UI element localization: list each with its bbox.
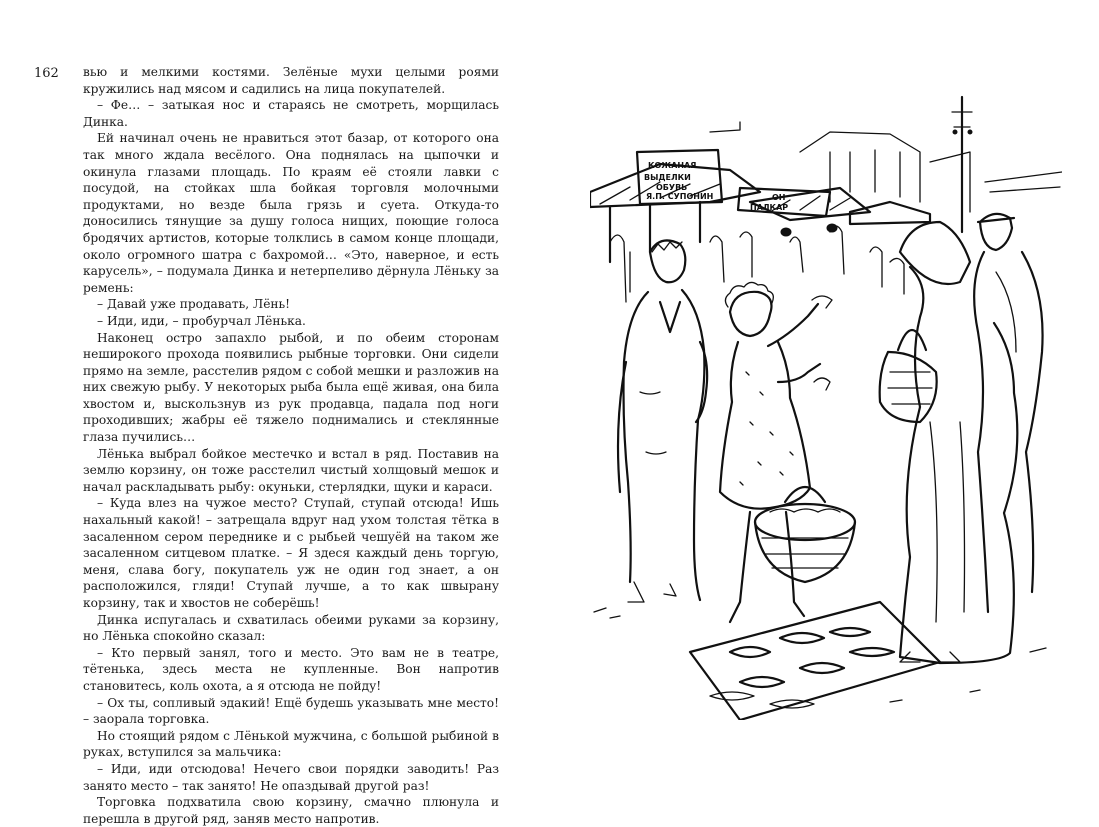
market-illustration [590, 92, 1062, 720]
paragraph: Динка испугалась и схватилась обеими руками за корзину, но Лёнька спокойно сказал: [83, 612, 499, 644]
sign-line-2: ВЫДЕЛКИ [644, 173, 691, 182]
paragraph: – Ох ты, сопливый эдакий! Ещё будешь указывать мне место! – заорала торговка. [83, 695, 499, 727]
paragraph: Ей начинал очень не нравиться этот базар, от которого она так много ждала весёлого. Она поднялась на цыпочки и окинула глазами площадь. По краям её стояли лавки с посудой, на стойках шла бойкая торговля молочными продуктами, но везде была грязь и суета. Откуда-то доносились тянущие за душу голоса нищих, поющие голоса бродячих артистов, которые толклись в самом конце площади, около огромного шатра с бахромой… «Это, наверное, и есть карусель», – подумала Динка и нетерпеливо дёрнула Лёньку за ремень: [83, 131, 499, 295]
girl-figure [720, 282, 832, 622]
paragraph: – Фе… – затыкая нос и стараясь не смотреть, морщилась Динка. [83, 98, 499, 129]
telegraph-pole [952, 97, 972, 232]
paragraph: – Иди, иди, – пробурчал Лёнька. [97, 313, 306, 328]
ground-marks [594, 608, 1046, 702]
market-scene-drawing [590, 92, 1062, 720]
paragraph: Но стоящий рядом с Лёнькой мужчина, с большой рыбиной в руках, вступился за мальчика: [83, 728, 499, 760]
sign-line-5: ОН [772, 193, 786, 202]
shop-sign-leather [637, 150, 722, 204]
background-buildings [710, 122, 1062, 212]
market-stalls [590, 164, 930, 262]
paragraph: – Кто первый занял, того и место. Это вам не в театре, тётенька, здесь места не купленные. Вон напротив становитесь, коль охота, а я отсюда не пойду! [83, 645, 499, 693]
sign-line-3: ОБУВЬ [656, 183, 688, 192]
paragraph: – Куда влез на чужое место? Ступай, ступай отсюда! Ишь нахальный какой! – затрещала вдруг над ухом толстая тётка в засаленном сером переднике и с рыбьей чешуёй на таком же засаленном ситцевом платке. – Я здеся каждый день торгую, меня, слава богу, покупатель уж не один год знает, а он расположился, гляди! Ступай лучше, а то как швырану корзину, так и хвостов не соберёшь! [83, 496, 499, 610]
man-figure [974, 214, 1042, 612]
paragraph: Торговка подхватила свою корзину, смачно плюнула и перешла в другой ряд, заняв место напротив. [83, 795, 499, 826]
page-number: 162 [34, 66, 59, 81]
paragraph: – Давай уже продавать, Лёнь! [97, 297, 291, 312]
sign-line-6: ПАЛКАР [750, 203, 789, 212]
paragraph: Лёнька выбрал бойкое местечко и встал в ряд. Поставив на землю корзину, он тоже расстелил чистый холщовый мешок и начал раскладывать рыбу: окуньки, стерлядки, щуки и караси. [83, 446, 499, 494]
fish-basket [755, 487, 855, 582]
sign-line-1: КОЖАНАЯ [648, 161, 697, 170]
paragraph: вью и мелкими костями. Зелёные мухи целыми роями кружились над мясом и садились на лица покупателей. [83, 65, 499, 96]
woman-figure [880, 222, 1018, 663]
sign-line-4: Я.П. СУПОНИН [646, 192, 714, 201]
paragraph: Наконец остро запахло рыбой, и по обеим сторонам неширокого прохода появились рыбные торговки. Они сидели прямо на земле, расстелив рядом с собой мешки и разложив на них свежую рыбу. У некоторых рыба была ещё живая, она била хвостом и, выскользнув из рук продавца, падала под ноги проходивших; жабры её тяжело поднимались и стеклянные глаза пучились… [83, 330, 499, 445]
text-column [83, 64, 499, 827]
background-crowd [610, 224, 904, 302]
paragraph: – Иди, иди отсюдова! Нечего свои порядки заводить! Раз занято место – так занято! Не опаздывай другой раз! [83, 761, 499, 793]
boy-figure [618, 240, 707, 602]
